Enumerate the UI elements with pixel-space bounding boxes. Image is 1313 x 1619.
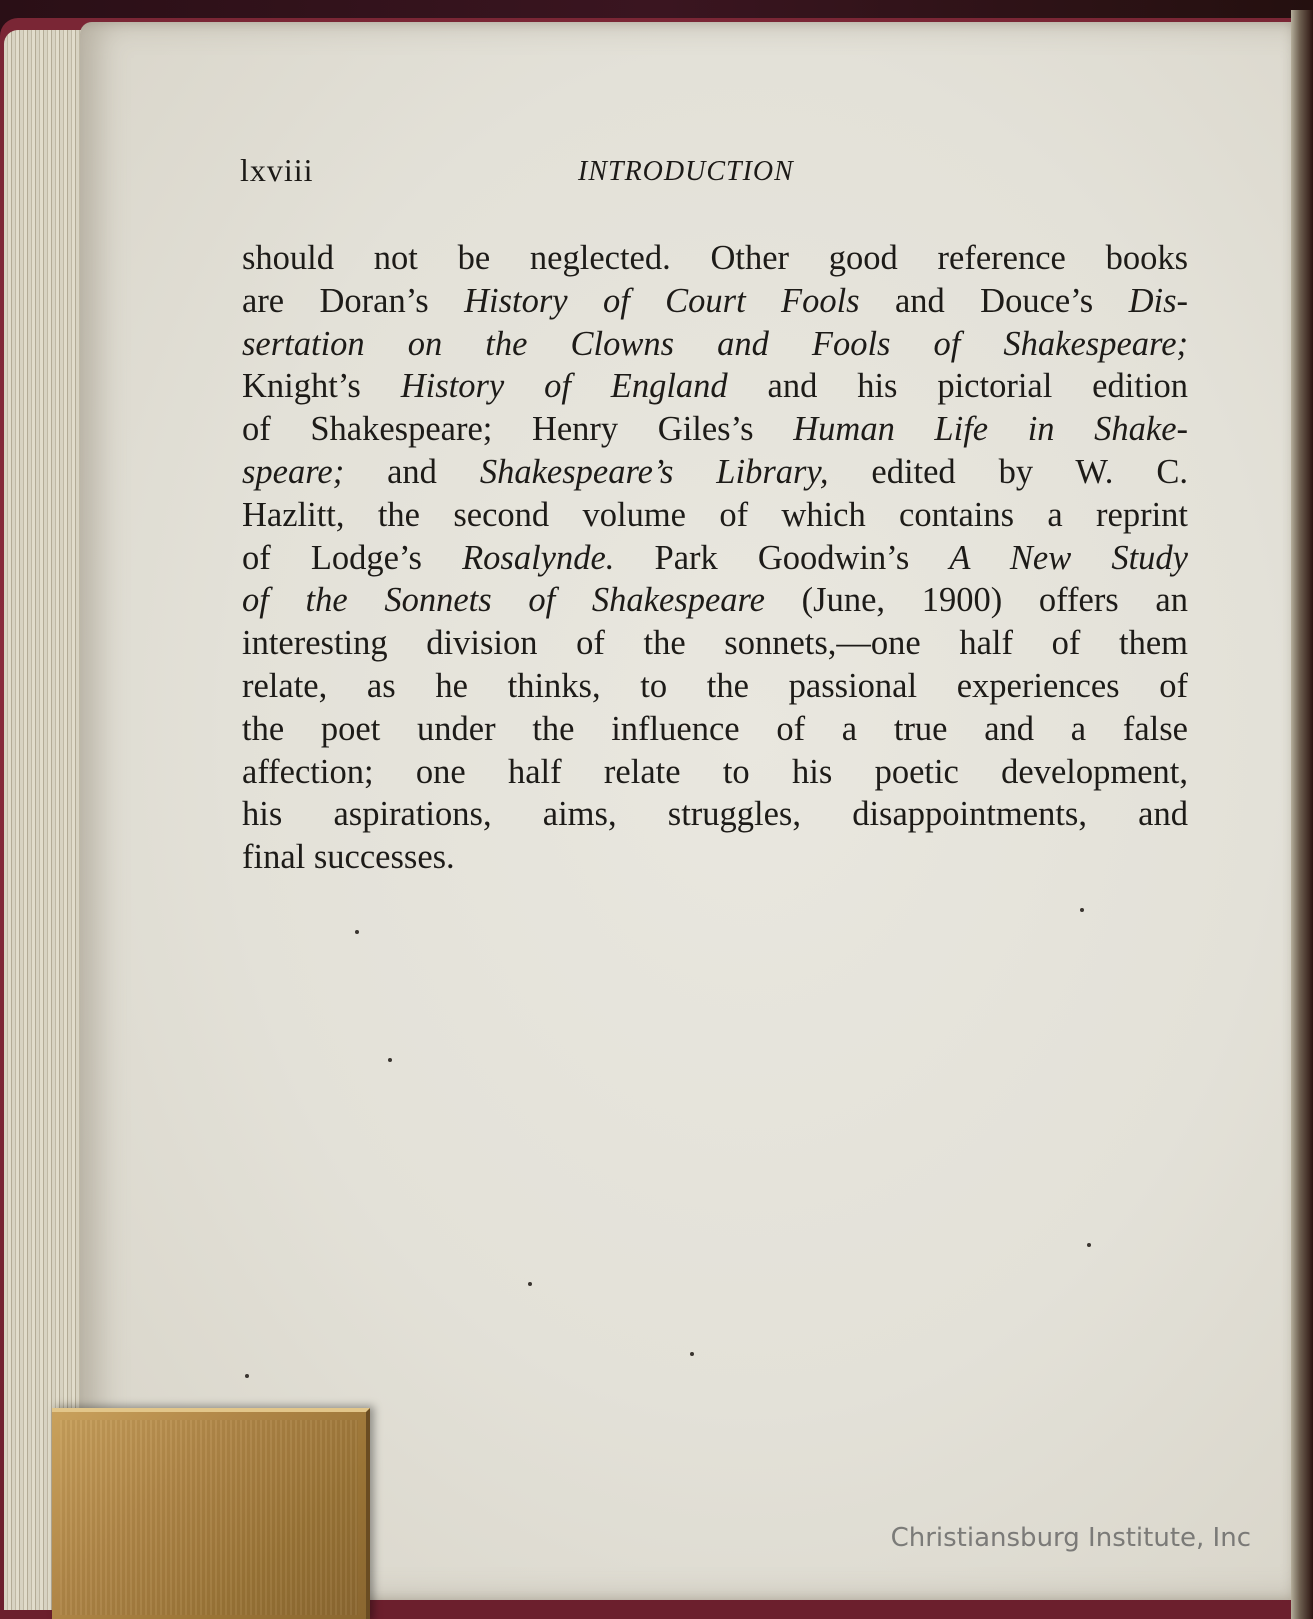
text-segment: and Douce’s	[859, 281, 1129, 320]
text-segment: Park Goodwin’s	[614, 538, 950, 577]
text-segment: should not be neglected. Other good reference books	[242, 239, 1188, 277]
text-segment: and his pictorial edition	[727, 367, 1188, 406]
text-line	[242, 708, 1188, 751]
text-segment: affection; one half relate to his poetic development,	[242, 752, 1188, 791]
text-segment: and	[344, 452, 480, 491]
brass-clasp	[52, 1408, 370, 1619]
text-line	[242, 408, 1188, 451]
italic-title: History of England	[400, 367, 728, 406]
paper-fleck	[245, 1374, 249, 1378]
paper-fleck	[690, 1352, 694, 1356]
paper-fleck	[528, 1282, 532, 1286]
text-segment: the poet under the influence of a true and a false	[242, 709, 1188, 748]
text-segment: interesting division of the sonnets,—one half of them	[242, 624, 1188, 663]
text-line	[242, 579, 1188, 622]
text-segment: are Doran’s	[242, 281, 465, 320]
running-head: INTRODUCTION	[578, 156, 794, 187]
italic-title: Rosalynde.	[462, 538, 615, 577]
paper-fleck	[388, 1058, 392, 1062]
italic-title: sertation on the Clowns and Fools of Shakespeare;	[242, 324, 1188, 363]
text-segment: Knight’s	[242, 367, 401, 406]
italic-title: Dis-	[1128, 281, 1189, 320]
page-header	[240, 152, 1190, 192]
text-segment: final successes.	[242, 838, 455, 877]
paper-fleck	[1087, 1243, 1091, 1247]
italic-title: History of Court Fools	[464, 281, 860, 320]
italic-title: Human Life in Shake-	[793, 410, 1189, 449]
page-gutter-right	[1291, 10, 1313, 1619]
italic-title: A New Study	[949, 538, 1188, 577]
text-line	[242, 365, 1188, 408]
text-segment: his aspirations, aims, struggles, disappointments, and	[242, 795, 1188, 834]
body-text	[242, 237, 1188, 879]
text-line	[242, 494, 1188, 537]
watermark-text: Christiansburg Institute, Inc	[890, 1523, 1251, 1553]
italic-title: speare;	[242, 452, 345, 491]
text-line	[242, 665, 1188, 708]
text-line	[242, 622, 1188, 665]
text-line	[242, 793, 1188, 836]
text-line	[242, 323, 1188, 366]
text-segment: (June, 1900) offers an	[764, 581, 1188, 620]
page-number: lxviii	[240, 152, 314, 188]
text-line	[242, 280, 1188, 323]
paper-fleck	[1080, 908, 1084, 912]
text-line	[242, 751, 1188, 794]
text-segment: relate, as he thinks, to the passional experiences of	[242, 666, 1188, 705]
text-segment: of Lodge’s	[242, 538, 463, 577]
text-segment: of Shakespeare; Henry Giles’s	[242, 410, 794, 449]
text-line	[242, 237, 1188, 280]
italic-title: Shakespeare’s Library,	[479, 452, 829, 491]
italic-title: of the Sonnets of Shakespeare	[242, 581, 765, 620]
paper-fleck	[355, 930, 359, 934]
text-line	[242, 451, 1188, 494]
text-segment: edited by W. C.	[828, 452, 1188, 491]
text-line	[242, 537, 1188, 580]
text-segment: Hazlitt, the second volume of which contains a reprint	[242, 495, 1188, 534]
text-line	[242, 836, 1188, 879]
